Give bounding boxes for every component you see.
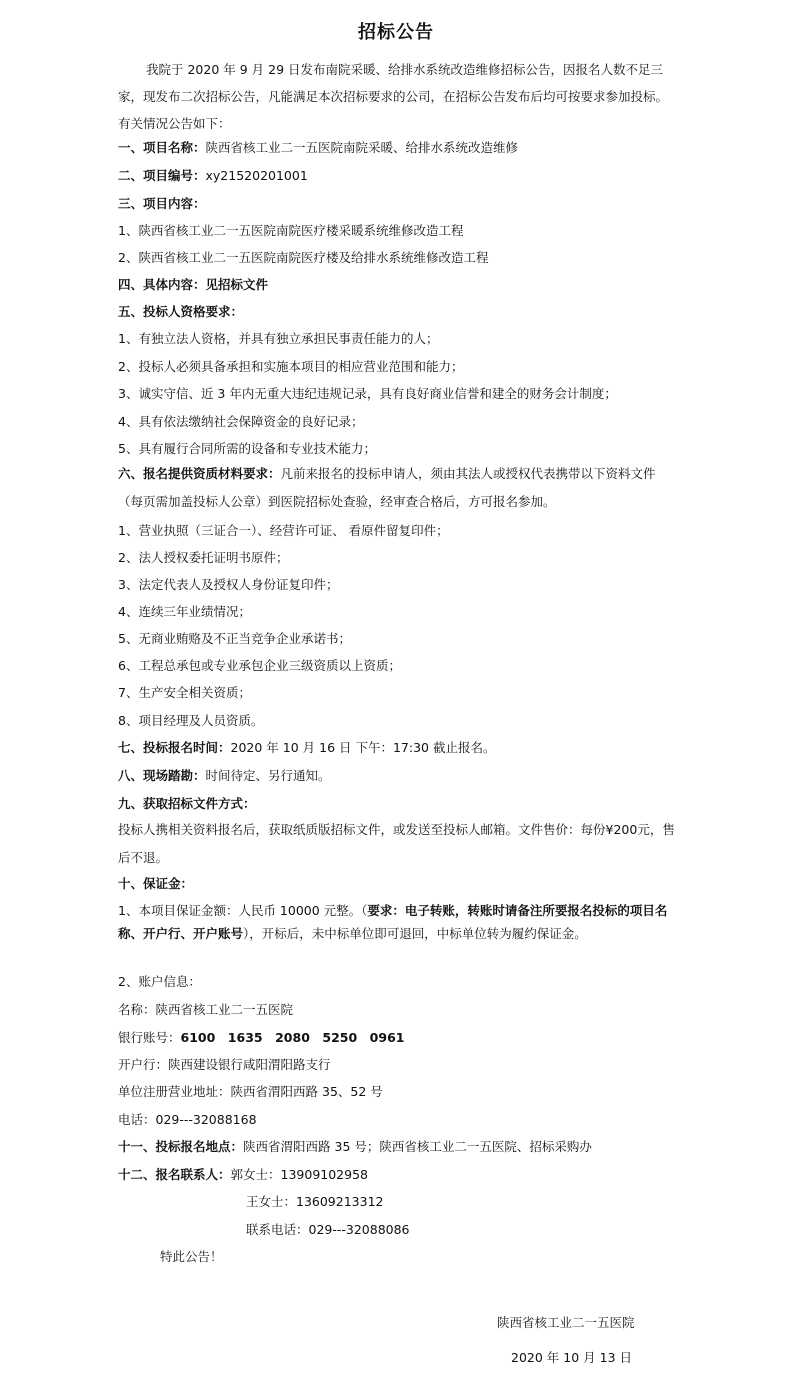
list-item: 7、生产安全相关资质； [118, 685, 251, 700]
list-item: 1、陕西省核工业二一五医院南院医疗楼采暖系统维修改造工程 [118, 223, 464, 238]
phone-value: 029---32088168 [155, 1112, 257, 1127]
section-9 [118, 794, 256, 814]
signature-date: 2020 年 10 月 13 日 [511, 1350, 632, 1365]
section-2-heading: 二、项目编号： [118, 168, 206, 183]
section-7-heading: 七、投标报名时间： [118, 740, 231, 755]
section-8 [118, 766, 331, 786]
registered-address-label: 单位注册营业地址： [118, 1084, 231, 1099]
section-1 [118, 138, 518, 158]
bank-account-label: 银行账号： [118, 1030, 181, 1045]
section-11-text: 陕西省渭阳西路 35 号；陕西省核工业二一五医院、招标采购办 [243, 1139, 592, 1154]
bank-account-number: 6100 1635 2080 5250 0961 [180, 1030, 405, 1045]
project-number: xy21520201001 [205, 168, 308, 183]
section-9-heading: 九、获取招标文件方式： [118, 796, 256, 811]
signature-org: 陕西省核工业二一五医院 [497, 1315, 635, 1330]
bank-branch-label: 开户行： [118, 1057, 169, 1072]
account-name-value: 陕西省核工业二一五医院 [155, 1002, 294, 1017]
section-4-heading: 四、具体内容：见招标文件 [118, 277, 269, 292]
list-item: 6、工程总承包或专业承包企业三级资质以上资质； [118, 658, 401, 673]
contact-2: 王女士：13609213312 [246, 1194, 384, 1209]
section-8-text: 时间待定、另行通知。 [205, 768, 331, 783]
section-6 [118, 460, 678, 516]
phone-label: 电话： [118, 1112, 156, 1127]
list-item: 5、无商业贿赂及不正当竞争企业承诺书； [118, 631, 351, 646]
list-item: 2、投标人必须具备承担和实施本项目的相应营业范围和能力； [118, 359, 464, 374]
section-6-heading: 六、报名提供资质材料要求： [118, 466, 281, 481]
section-12-heading: 十二、报名联系人： [118, 1167, 231, 1182]
closing-text: 特此公告！ [160, 1249, 223, 1264]
bank-branch [118, 1055, 331, 1075]
list-item: 8、项目经理及人员资质。 [118, 713, 264, 728]
registered-address-value: 陕西省渭阳西路 35、52 号 [230, 1084, 383, 1099]
list-item: 5、具有履行合同所需的设备和专业技术能力； [118, 441, 376, 456]
registered-address [118, 1082, 383, 1102]
bank-branch-value: 陕西建设银行咸阳渭阳路支行 [168, 1057, 331, 1072]
section-10 [118, 874, 193, 894]
section-5-heading: 五、投标人资格要求： [118, 304, 244, 319]
list-item: 2、法人授权委托证明书原件； [118, 550, 289, 565]
registration-deadline: 2020 年 10 月 16 日 下午：17:30 截止报名。 [230, 740, 496, 755]
list-item: 1、有独立法人资格，并具有独立承担民事责任能力的人； [118, 331, 439, 346]
account-name [118, 1000, 293, 1020]
page-title: 招标公告 [358, 22, 434, 43]
section-8-heading: 八、现场踏勘： [118, 768, 206, 783]
intro-paragraph [118, 56, 680, 137]
section-12 [118, 1165, 368, 1185]
account-info-heading: 2、账户信息： [118, 974, 201, 989]
section-1-text: 陕西省核工业二一五医院南院采暖、给排水系统改造维修 [205, 140, 519, 155]
deposit-paragraph [118, 899, 678, 945]
section-11 [118, 1137, 592, 1157]
list-item: 1、营业执照（三证合一）、经营许可证、 看原件留复印件； [118, 523, 449, 538]
section-3 [118, 194, 206, 214]
section-3-heading: 三、项目内容： [118, 196, 206, 211]
deposit-requirement: 要求：电子转账，转账时请备注所要报名投标的项目名称、开户行、开户账号 [118, 903, 668, 941]
bank-account [118, 1028, 404, 1048]
deposit-amount: 1、本项目保证金额：人民币 10000 元整。（ [118, 903, 368, 918]
section-2 [118, 166, 308, 186]
contact-3: 联系电话：029---32088086 [246, 1222, 410, 1237]
contact-1: 郭女士：13909102958 [230, 1167, 368, 1182]
section-6-text: 凡前来报名的投标申请人，须由其法人或授权代表携带以下资料文件（每页需加盖投标人公章）到医院招标处查验，经审查合格后，方可报名参加。 [118, 466, 656, 509]
section-7 [118, 738, 495, 758]
section-4 [118, 275, 268, 295]
section-5 [118, 302, 243, 322]
section-10-heading: 十、保证金： [118, 876, 194, 891]
list-item: 4、连续三年业绩情况； [118, 604, 251, 619]
list-item: 3、诚实守信、近 3 年内无重大违纪违规记录，具有良好商业信誉和建全的财务会计制度； [118, 386, 617, 401]
intro-text: 我院于 2020 年 9 月 29 日发布南院采暖、给排水系统改造维修招标公告，因报名人数不足三家，现发布二次招标公告，凡能满足本次招标要求的公司，在招标公告发布后均可按要求参加投标。有关情况公告如下： [118, 62, 669, 131]
section-11-heading: 十一、投标报名地点： [118, 1139, 244, 1154]
deposit-refund-text: ），开标后，未中标单位即可退回，中标单位转为履约保证金。 [243, 926, 587, 941]
section-1-heading: 一、项目名称： [118, 140, 206, 155]
section-9-text: 投标人携相关资料报名后，获取纸质版招标文件，或发送至投标人邮箱。文件售价：每份¥200元，售后不退。 [118, 822, 675, 865]
account-name-label: 名称： [118, 1002, 156, 1017]
list-item: 2、陕西省核工业二一五医院南院医疗楼及给排水系统维修改造工程 [118, 250, 489, 265]
list-item: 3、法定代表人及授权人身份证复印件； [118, 577, 339, 592]
phone [118, 1110, 257, 1130]
list-item: 4、具有依法缴纳社会保障资金的良好记录； [118, 414, 364, 429]
